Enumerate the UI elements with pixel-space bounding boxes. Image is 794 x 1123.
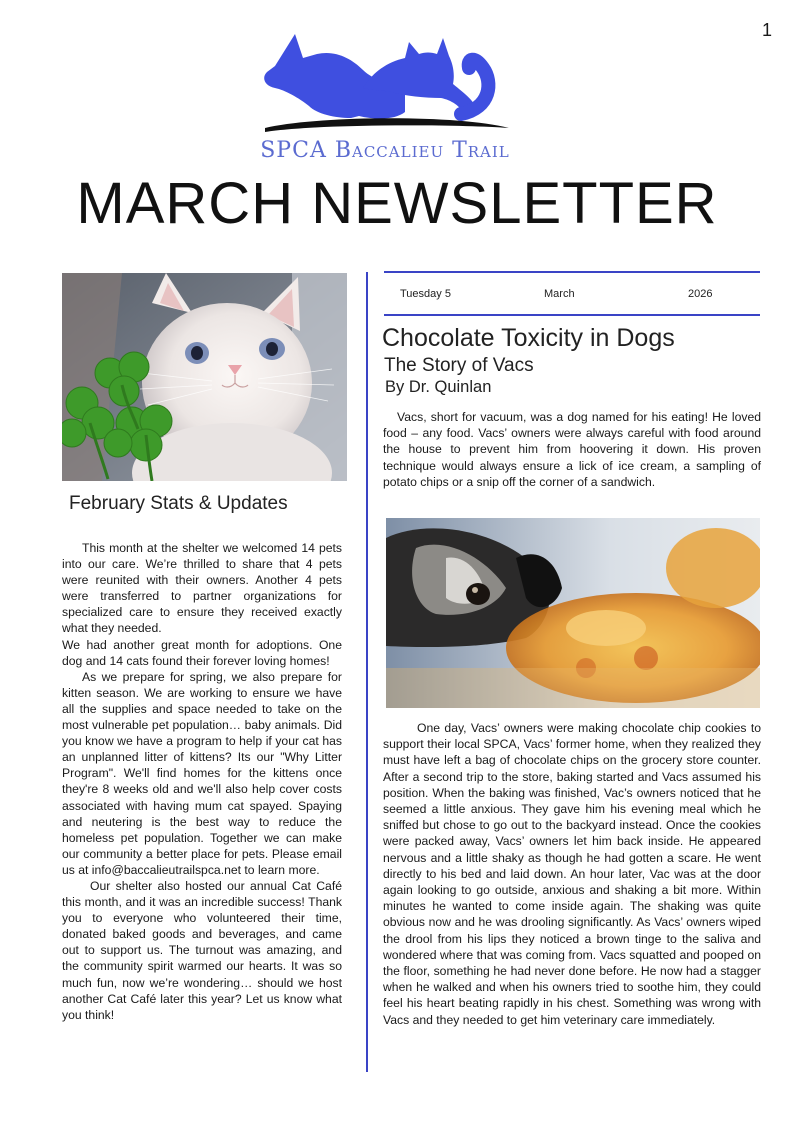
date-year: 2026 [688, 288, 713, 300]
article-byline: By Dr. Quinlan [385, 378, 492, 396]
date-month: March [544, 288, 575, 300]
stats-paragraph: We had another great month for adoptions. One dog and 14 cats found their forever loving homes! [62, 637, 342, 668]
stats-article-body [62, 540, 342, 1023]
organization-name: SPCA Baccalieu Trail [260, 138, 510, 163]
stats-paragraph: As we prepare for spring, we also prepare for kitten season. We are working to ensure we have all the supplies and space needed to take on the most vulnerable pet population… baby animals. Did you know we have a program to help if your cat has an unplanned litter of kittens? Its our "Why Litter Program". We'll find homes for the kittens once they're 8 weeks old and we'll also help cover costs associated with having mum cat spayed. Spaying and neutering is the best way to reduce the homeless pet population. Together we can make our community a better place for pets. Please email us at info@baccalieutrailspca.net to learn more. [62, 669, 342, 877]
dog-with-pizza-photo [386, 518, 760, 708]
article-title: Chocolate Toxicity in Dogs [382, 324, 675, 352]
article-story: One day, Vacs’ owners were making chocolate chip cookies to support their local SPCA, Vacs’ former home, when they realized they must have left a bag of chocolate chips on the grocery store counter. After a second trip to the store, baking started and Vacs assumed his position. When the baking was finished, Vac’s owners noticed that he seemed a little anxious. They gave him his evening meal which he sniffed but chose to go out to the backyard instead. Once the cookies were packed away, Vacs’ owners let him back inside. He appeared nervous and a little shaky as though he had gotten a scare. He went directly to his bed and laid down. An hour later, Vac was at the door again looking to go outside, anxious and shaking a bit more. Within minutes he wanted to come inside again. The shaking was quite obvious now and he was drooling significantly. As Vacs’ owners wiped the drool from his lips they noticed a brown tinge to the saliva and wondered where that was coming from. Vacs squatted and pooped on the floor, something he had never done before. He now had a stagger when he walked and when his owners tried to soothe him, they could feel his heart beating rapidly in his chest. Something was wrong with Vacs and they needed to get him veterinary care immediately. [383, 721, 761, 1027]
article-subtitle: The Story of Vacs [384, 355, 534, 376]
page-number: 1 [762, 20, 773, 40]
cat-tail [461, 60, 488, 114]
date-bar [384, 271, 760, 316]
column-divider [366, 272, 368, 1072]
newsletter-title: MARCH NEWSLETTER [76, 171, 718, 236]
spca-logo [255, 28, 517, 134]
date-day: Tuesday 5 [400, 288, 451, 300]
stats-paragraph: This month at the shelter we welcomed 14 pets into our care. We’re thrilled to share that 4 pets were reunited with their owners. Another 4 pets were transferred to partner organizations for specialized care to ensure they received exactly what they needed. [62, 541, 342, 636]
stats-paragraph: Our shelter also hosted our annual Cat Café this month, and it was an incredible success! Thank you to everyone who volunteered their time, donated baked goods and beverages, and came out to support us. The turnout was amazing, and the community spirit warmed our hearts. It was so much fun, now we’re wondering… should we host another Cat Café later this year? Let us know what you think! [62, 878, 342, 1022]
white-cat-photo [62, 273, 347, 481]
article-intro: Vacs, short for vacuum, was a dog named for his eating! He loved food – any food. Vacs’ owners were always careful with food around the house to prevent him from hoovering it down. His proven technique would always ensure a lick of ice cream, a sampling of potato chips or a snip off the corner of a sandwich. [383, 410, 761, 489]
ground-shadow [265, 118, 509, 132]
stats-heading: February Stats & Updates [69, 493, 288, 514]
